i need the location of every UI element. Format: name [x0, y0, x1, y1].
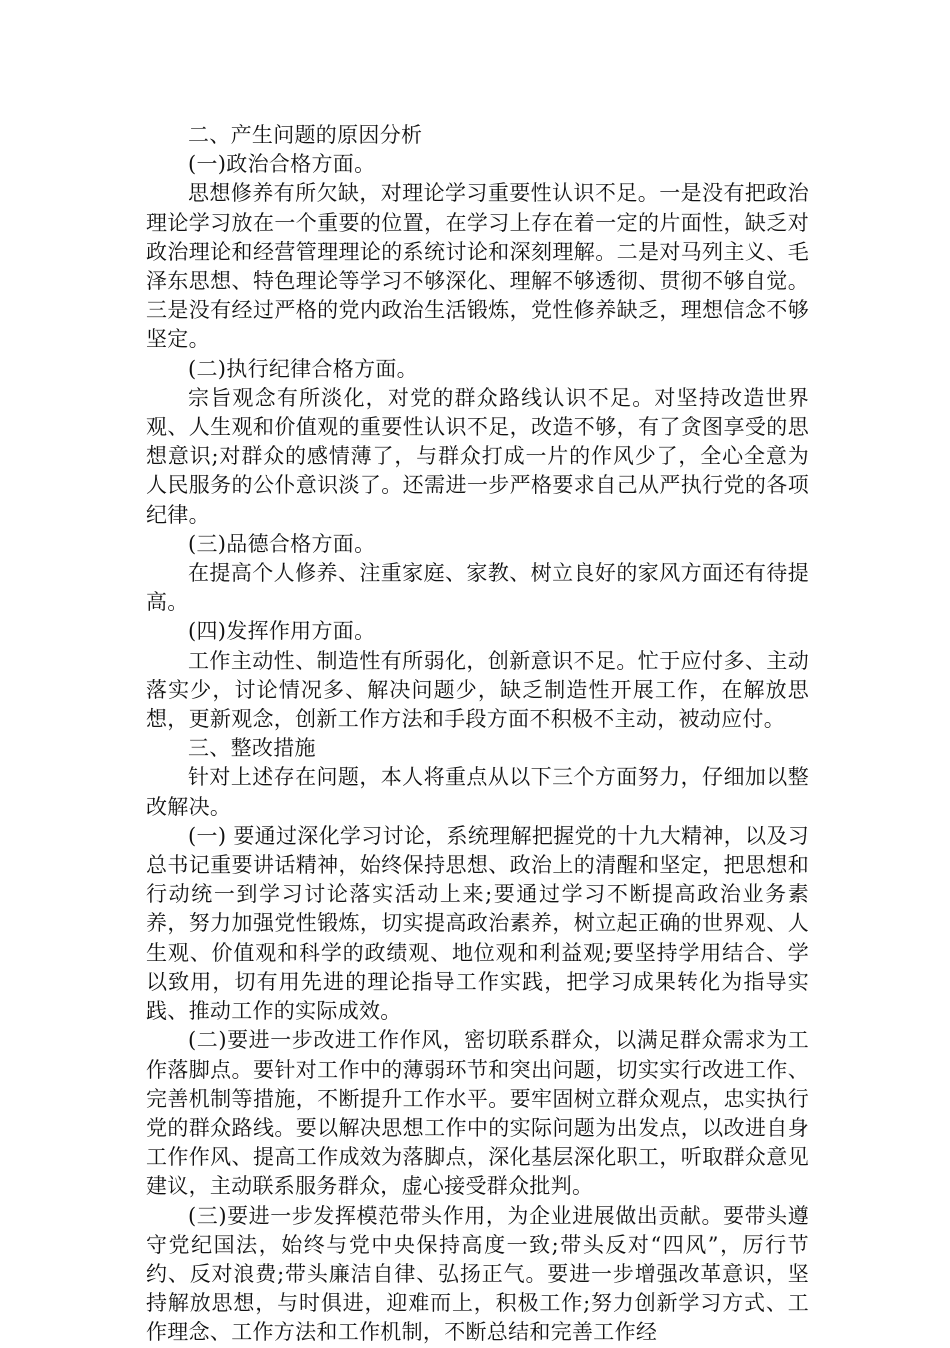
paragraph-morality: 在提高个人修养、注重家庭、家教、树立良好的家风方面还有待提高。 — [146, 561, 809, 615]
paragraph-measure-1: (一) 要通过深化学习讨论，系统理解把握党的十九大精神，以及习总书记重要讲话精神，始终保持思想、政治上的清醒和坚定，把思想和行动统一到学习讨论落实活动上来;要通过学习不断提高政治业务素养，努力加强党性锻炼，切实提高政治素养，树立起正确的世界观、人生观、价值观和科学的政绩观、地位观和利益观;要坚持学用结合、学以致用，切有用先进的理论指导工作实践，把学习成果转化为指导实践、推动工作的实际成效。 — [146, 823, 809, 1024]
paragraph-measures-intro: 针对上述存在问题，本人将重点从以下三个方面努力，仔细加以整改解决。 — [146, 765, 809, 819]
subheading-political: (一)政治合格方面。 — [188, 152, 376, 177]
paragraph-political: 思想修养有所欠缺，对理论学习重要性认识不足。一是没有把政治理论学习放在一个重要的位置，在学习上存在着一定的片面性，缺乏对政治理论和经营管理理论的系统讨论和深刻理解。二是对马列主义、毛泽东思想、特色理论等学习不够深化、理解不够透彻、贯彻不够自觉。三是没有经过严格的党内政治生活锻炼，党性修养缺乏，理想信念不够坚定。 — [146, 181, 809, 352]
paragraph-measure-2: (二)要进一步改进工作作风，密切联系群众，以满足群众需求为工作落脚点。要针对工作中的薄弱环节和突出问题，切实实行改进工作、完善机制等措施，不断提升工作水平。要牢固树立群众观点，忠实执行党的群众路线。要以解决思想工作中的实际问题为出发点，以改进自身工作作风、提高工作成效为落脚点，深化基层深化职工，听取群众意见建议，主动联系服务群众，虚心接受群众批判。 — [146, 1028, 809, 1199]
subheading-discipline: (二)执行纪律合格方面。 — [188, 356, 418, 381]
paragraph-role: 工作主动性、制造性有所弱化，创新意识不足。忙于应付多、主动落实少，讨论情况多、解决问题少，缺乏制造性开展工作，在解放思想，更新观念，创新工作方法和手段方面不积极不主动，被动应付。 — [146, 648, 809, 732]
document-body — [146, 121, 809, 1348]
section-heading-causes: 二、产生问题的原因分析 — [188, 123, 423, 147]
paragraph-discipline: 宗旨观念有所淡化，对党的群众路线认识不足。对坚持改造世界观、人生观和价值观的重要性认识不足，改造不够，有了贪图享受的思想意识;对群众的感情薄了，与群众打成一片的作风少了，全心全意为人民服务的公仆意识淡了。还需进一步严格要求自己从严执行党的各项纪律。 — [146, 385, 809, 527]
paragraph-measure-3: (三)要进一步发挥模范带头作用，为企业进展做出贡献。要带头遵守党纪国法，始终与党中央保持高度一致;带头反对“四风”，厉行节约、反对浪费;带头廉洁自律、弘扬正气。要进一步增强改革意识，坚持解放思想，与时俱进，迎难而上，积极工作;努力创新学习方式、工作理念、工作方法和工作机制，不断总结和完善工作经 — [146, 1203, 809, 1345]
subheading-morality: (三)品德合格方面。 — [188, 531, 376, 556]
section-heading-measures: 三、整改措施 — [188, 736, 316, 761]
subheading-role: (四)发挥作用方面。 — [188, 619, 376, 644]
